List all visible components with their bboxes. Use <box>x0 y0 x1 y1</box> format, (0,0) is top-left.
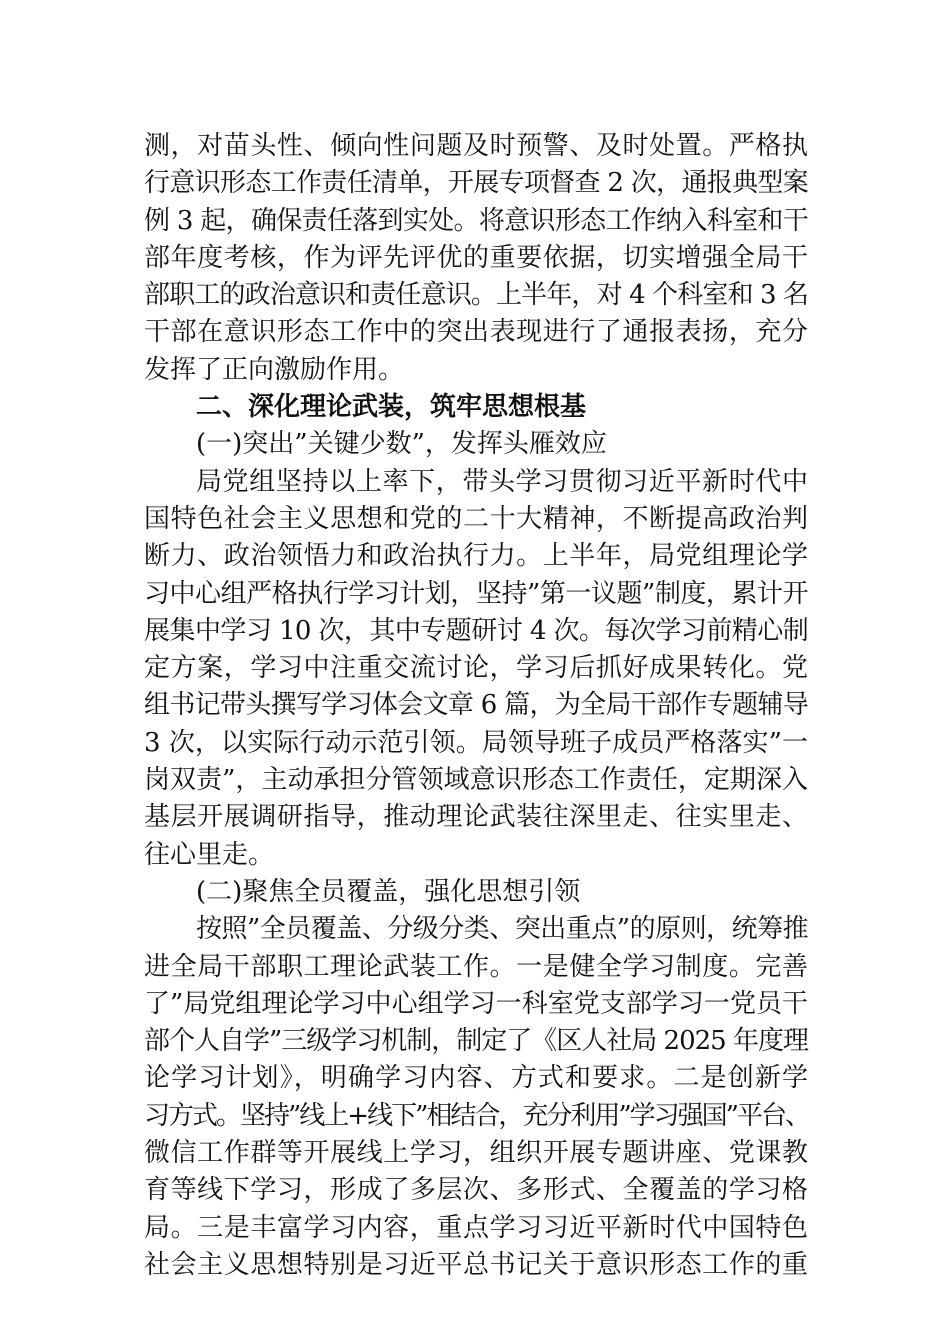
text-line: 组书记带头撰写学习体会文章 6 篇，为全局干部作专题辅导 <box>144 690 808 721</box>
text-line: 岗双责”，主动承担分管领域意识形态工作责任，定期深入 <box>144 765 808 796</box>
text-line: 微信工作群等开展线上学习，组织开展专题讲座、党课教 <box>144 1138 808 1169</box>
section-heading-line: 二、深化理论武装，筑牢思想根基 <box>196 392 587 423</box>
text-line: (二)聚焦全员覆盖，强化思想引领 <box>196 876 581 907</box>
text-line: 论学习计划》，明确学习内容、方式和要求。二是创新学 <box>144 1063 808 1094</box>
text-line: 例 3 起，确保责任落到实处。将意识形态工作纳入科室和干 <box>144 205 808 236</box>
text-line: 定方案，学习中注重交流讨论，学习后抓好成果转化。党 <box>144 653 808 684</box>
text-line: 育等线下学习，形成了多层次、多形式、全覆盖的学习格 <box>144 1175 808 1206</box>
text-line: 部职工的政治意识和责任意识。上半年，对 4 个科室和 3 名 <box>144 280 808 311</box>
text-line: 部年度考核，作为评先评优的重要依据，切实增强全局干 <box>144 242 808 273</box>
text-line: 局。三是丰富学习内容，重点学习习近平新时代中国特色 <box>144 1212 808 1243</box>
text-line: 国特色社会主义思想和党的二十大精神，不断提高政治判 <box>144 503 808 534</box>
text-line: 按照”全员覆盖、分级分类、突出重点”的原则，统筹推 <box>196 914 809 945</box>
text-line: 部个人自学”三级学习机制，制定了《区人社局 2025 年度理 <box>144 1026 808 1057</box>
text-line: 基层开展调研指导，推动理论武装往深里走、往实里走、 <box>144 802 808 833</box>
text-line: 进全局干部职工理论武装工作。一是健全学习制度。完善 <box>144 951 808 982</box>
text-line: 行意识形态工作责任清单，开展专项督查 2 次，通报典型案 <box>144 168 808 199</box>
text-line: 习方式。坚持”线上+线下”相结合，充分利用”学习强国”平台、 <box>144 1100 809 1131</box>
text-line: 社会主义思想特别是习近平总书记关于意识形态工作的重 <box>144 1249 808 1280</box>
text-line: 展集中学习 10 次，其中专题研讨 4 次。每次学习前精心制 <box>144 615 808 646</box>
text-line: 局党组坚持以上率下，带头学习贯彻习近平新时代中 <box>196 466 808 497</box>
text-line: 断力、政治领悟力和政治执行力。上半年，局党组理论学 <box>144 541 808 572</box>
text-line: 测，对苗头性、倾向性问题及时预警、及时处置。严格执 <box>144 131 808 161</box>
text-line: 往心里走。 <box>144 839 275 870</box>
text-line: 发挥了正向激励作用。 <box>144 354 405 385</box>
document-body <box>144 128 808 1284</box>
text-line: 了”局党组理论学习中心组学习一科室党支部学习一党员干 <box>144 988 808 1019</box>
text-line: (一)突出”关键少数”，发挥头雁效应 <box>196 429 607 460</box>
text-line: 3 次，以实际行动示范引领。局领导班子成员严格落实”一 <box>144 727 808 758</box>
text-line: 习中心组严格执行学习计划，坚持”第一议题”制度，累计开 <box>144 578 808 609</box>
text-line: 干部在意识形态工作中的突出表现进行了通报表扬，充分 <box>144 317 808 348</box>
